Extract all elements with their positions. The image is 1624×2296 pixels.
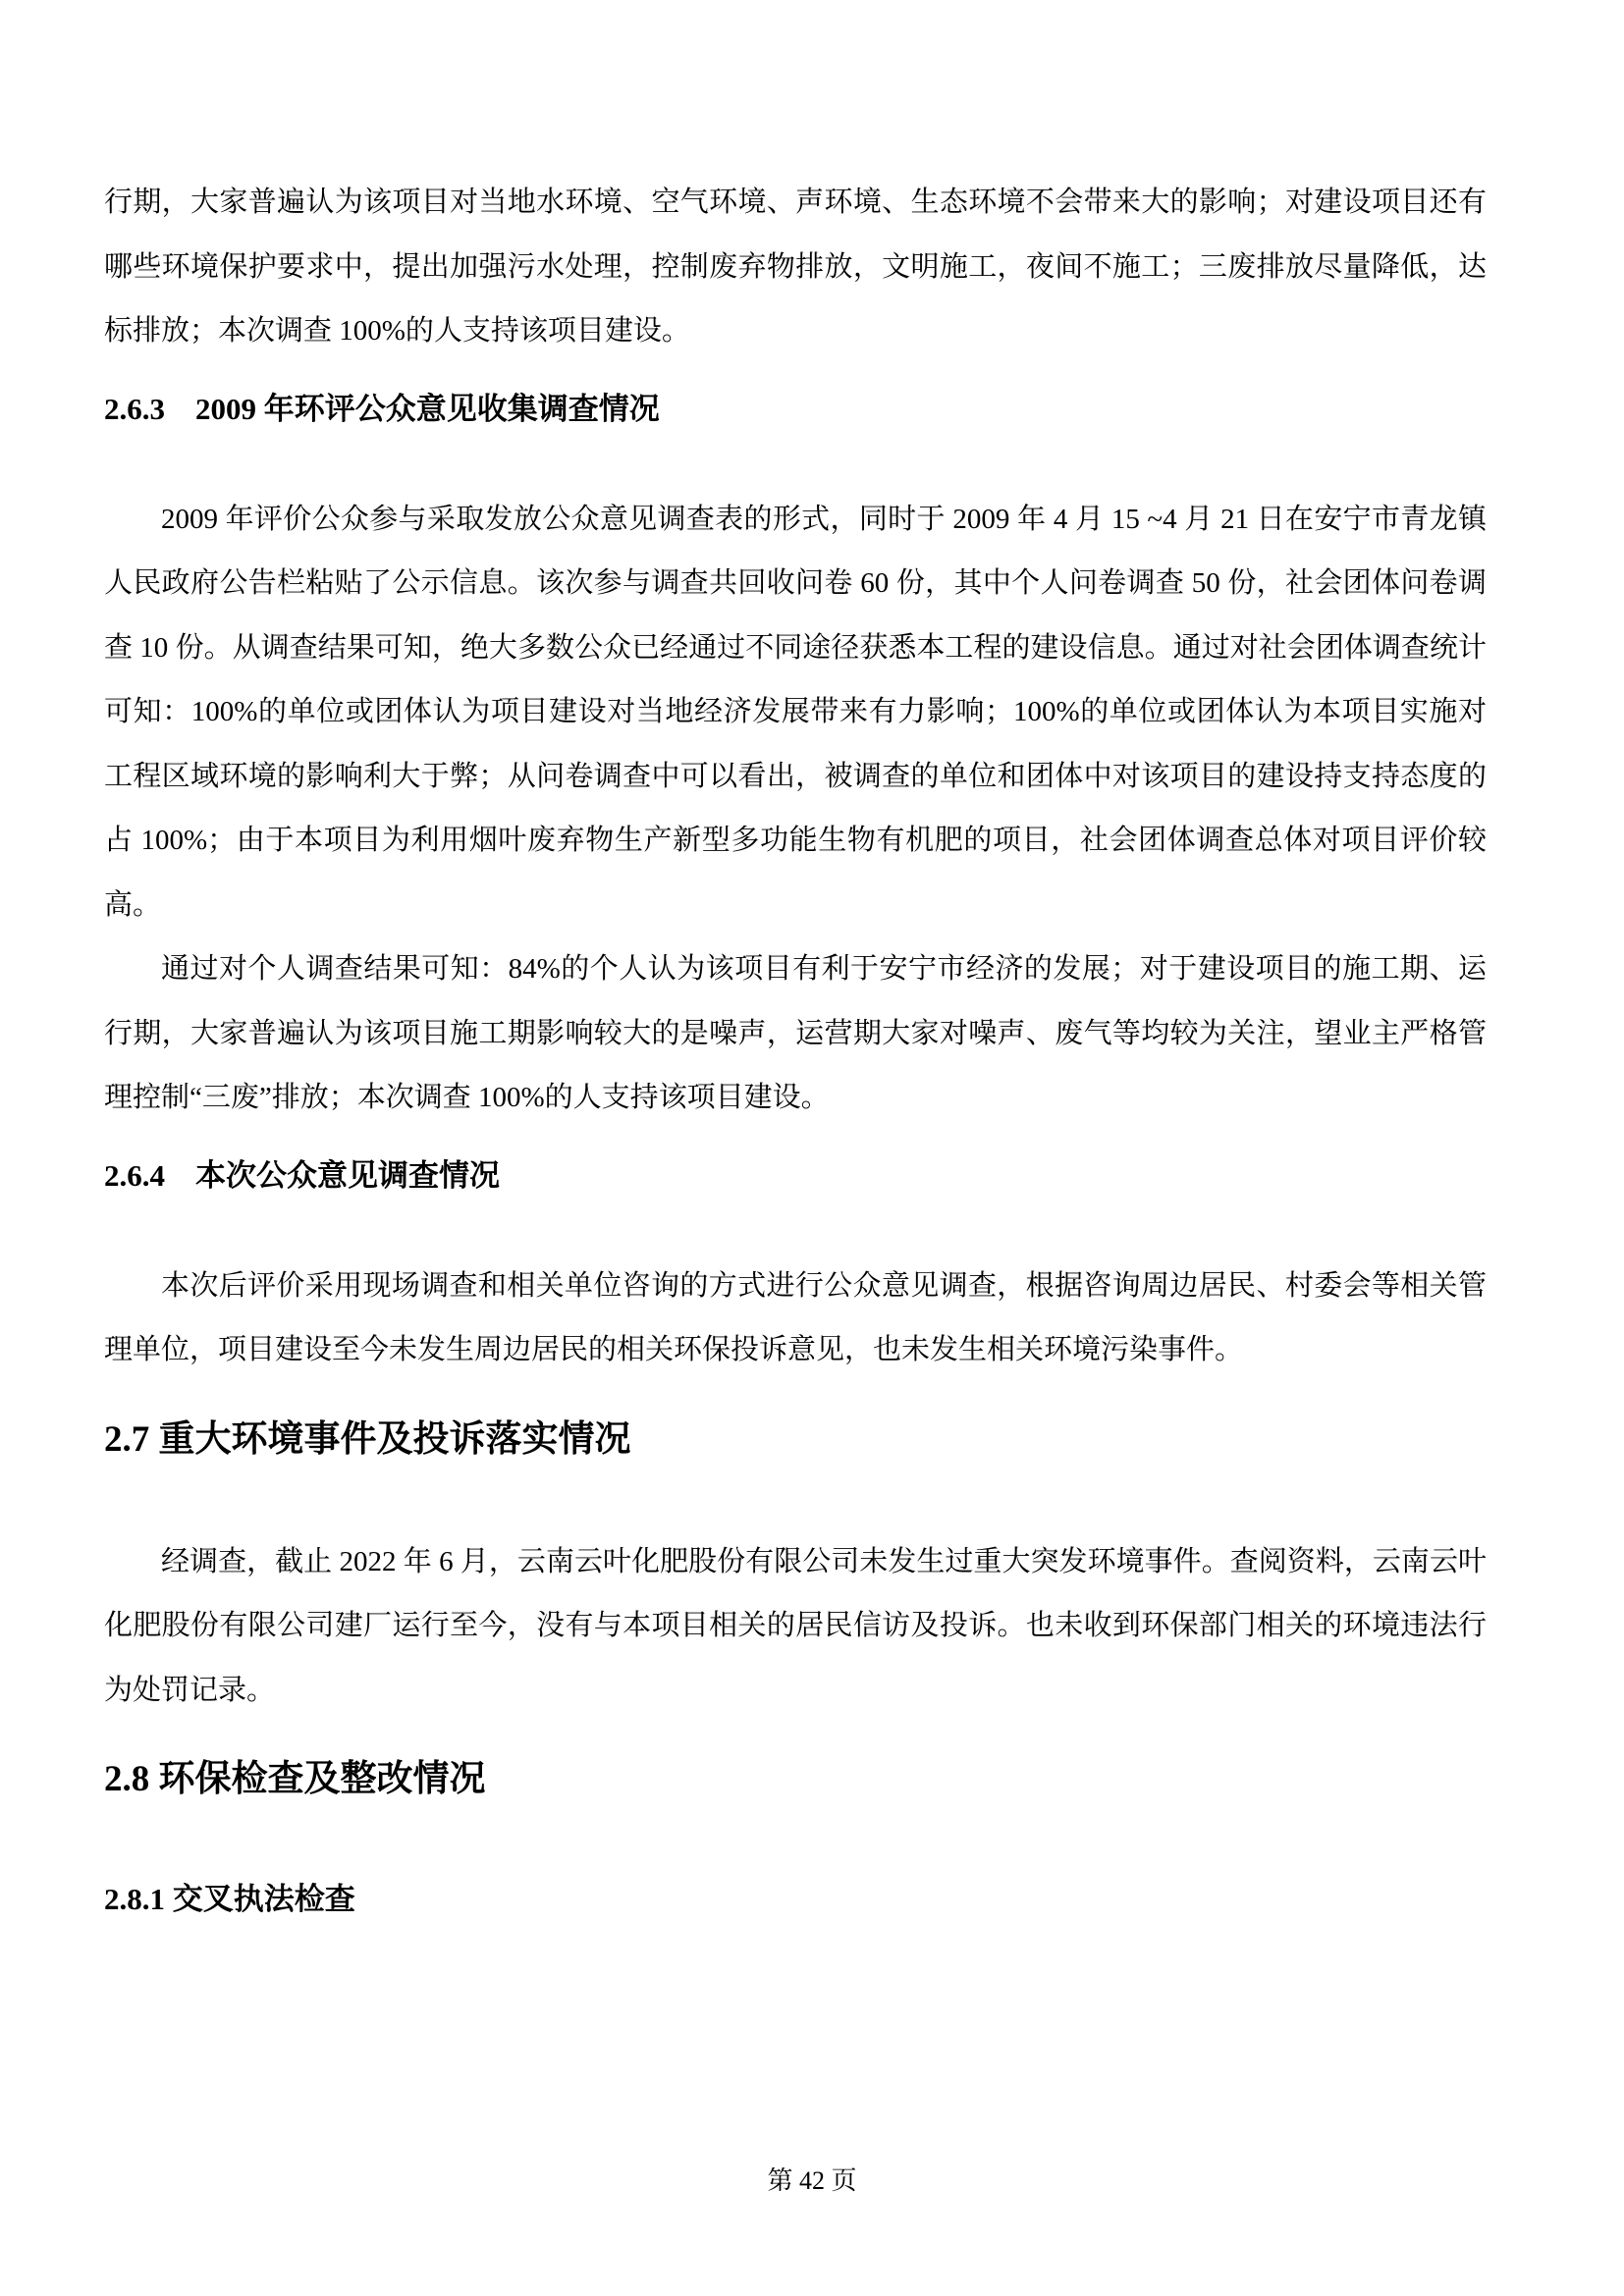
paragraph-post-evaluation-survey: 本次后评价采用现场调查和相关单位咨询的方式进行公众意见调查，根据咨询周边居民、村委会等相关管理单位，项目建设至今未发生周边居民的相关环保投诉意见，也未发生相关环境污染事件。 [104,1269,1487,1365]
heading-2-8-environmental-inspection: 2.8 环保检查及整改情况 [104,1759,486,1799]
heading-2-7-major-environmental-events: 2.7 重大环境事件及投诉落实情况 [104,1418,631,1460]
paragraph-public-opinion-continuation: 行期，大家普遍认为该项目对当地水环境、空气环境、声环境、生态环境不会带来大的影响；对建设项目还有哪些环境保护要求中，提出加强污水处理，控制废弃物排放，文明施工，夜间不施工；三废排放尽量降低，达标排放；本次调查 100%的人支持该项目建设。 [104,187,1487,347]
document-content [104,171,1487,1923]
page-number-label: 第 42 页 [767,2166,857,2195]
paragraph-individual-survey-results: 通过对个人调查结果可知：84%的个人认为该项目有利于安宁市经济的发展；对于建设项目的施工期、运行期，大家普遍认为该项目施工期影响较大的是噪声，运营期大家对噪声、废气等均较为关注，望业主严格管理控制“三废”排放；本次调查 100%的人支持该项目建设。 [104,953,1487,1113]
paragraph-no-major-incidents: 经调查，截止 2022 年 6 月，云南云叶化肥股份有限公司未发生过重大突发环境事件。查阅资料，云南云叶化肥股份有限公司建厂运行至今，没有与本项目相关的居民信访及投诉。也未收到环保部门相关的环境违法行为处罚记录。 [104,1545,1487,1706]
page-footer [0,2164,1624,2198]
heading-2-6-4-current-public-opinion: 2.6.4 本次公众意见调查情况 [104,1157,500,1193]
heading-2-6-3-2009-eia-public-opinion: 2.6.3 2009 年环评公众意见收集调查情况 [104,391,660,426]
heading-2-8-1-cross-enforcement-inspection: 2.8.1 交叉执法检查 [104,1882,355,1916]
paragraph-2009-survey-results: 2009 年评价公众参与采取发放公众意见调查表的形式，同时于 2009 年 4 月 15 ~4 月 21 日在安宁市青龙镇人民政府公告栏粘贴了公示信息。该次参与调查共回收问卷 60 份，其中个人问卷调查 50 份，社会团体问卷调查 10 份。从调查结果可知，绝大多数公众已经通过不同途径获悉本工程的建设信息。通过对社会团体调查统计可知：100%的单位或团体认为项目建设对当地经济发展带来有力影响；100%的单位或团体认为本项目实施对工程区域环境的影响利大于弊；从问卷调查中可以看出，被调查的单位和团体中对该项目的建设持支持态度的占 100%；由于本项目为利用烟叶废弃物生产新型多功能生物有机肥的项目，社会团体调查总体对项目评价较高。 [104,503,1487,921]
